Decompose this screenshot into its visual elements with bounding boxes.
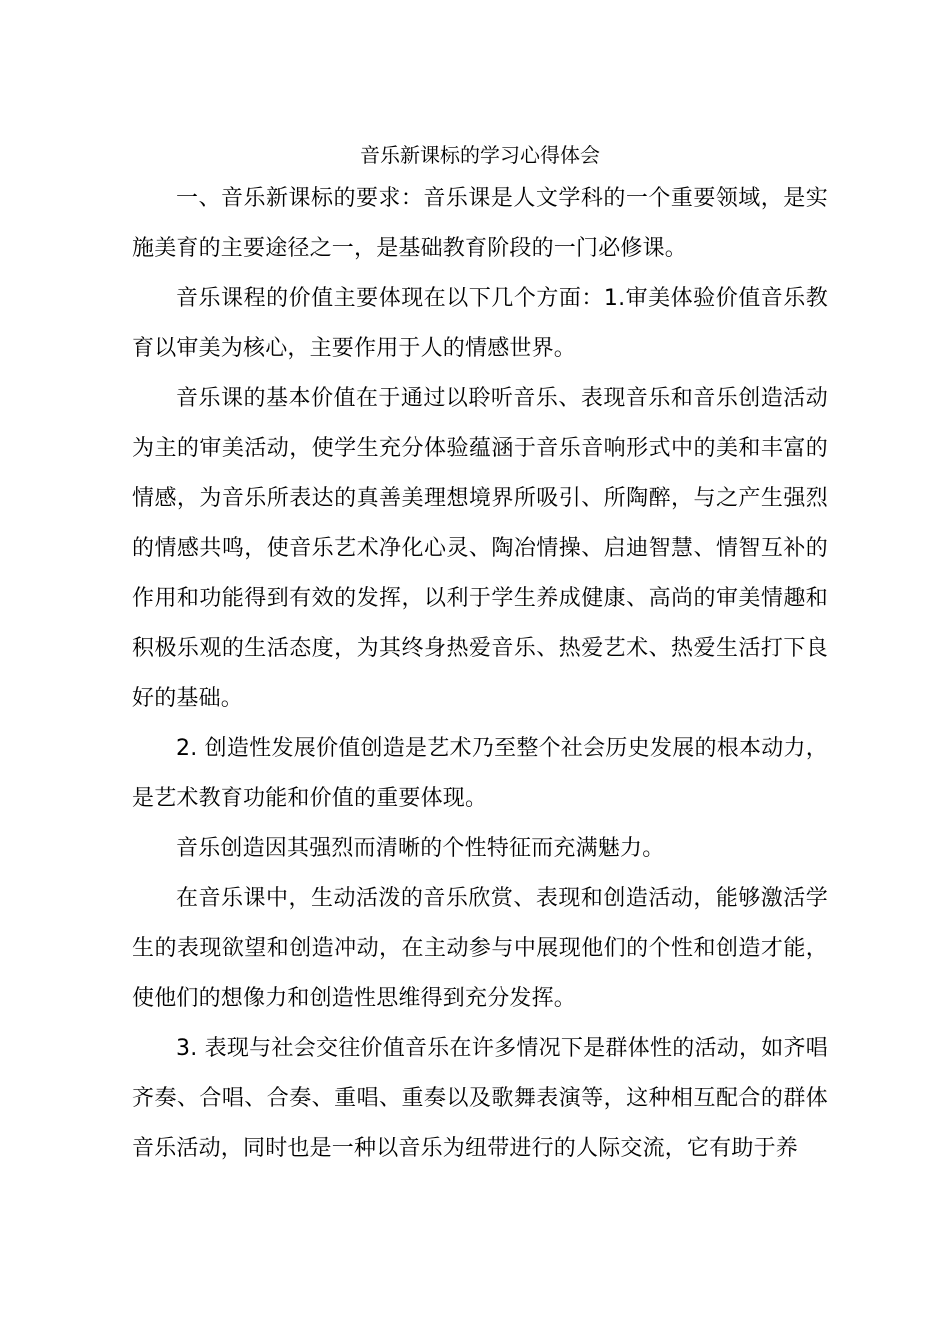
document-page: [132, 140, 828, 1174]
paragraph-5: 音乐创造因其强烈而清晰的个性特征而充满魅力。: [176, 836, 665, 861]
paragraph-4: 2. 创造性发展价值创造是艺术乃至整个社会历史发展的根本动力，是艺术教育功能和价值的重要体现。: [132, 736, 828, 811]
paragraph-7: 3. 表现与社会交往价值音乐在许多情况下是群体性的活动，如齐唱齐奏、合唱、合奏、重唱、重奏以及歌舞表演等，这种相互配合的群体音乐活动，同时也是一种以音乐为纽带进行的人际交流，它有助于养: [132, 1036, 828, 1161]
paragraph-1: 一、音乐新课标的要求：音乐课是人文学科的一个重要领域，是实施美育的主要途径之一，是基础教育阶段的一门必修课。: [132, 186, 828, 261]
paragraph-6: 在音乐课中，生动活泼的音乐欣赏、表现和创造活动，能够激活学生的表现欲望和创造冲动，在主动参与中展现他们的个性和创造才能，使他们的想像力和创造性思维得到充分发挥。: [132, 886, 828, 1011]
paragraph-3: 音乐课的基本价值在于通过以聆听音乐、表现音乐和音乐创造活动为主的审美活动，使学生充分体验蕴涵于音乐音响形式中的美和丰富的情感，为音乐所表达的真善美理想境界所吸引、所陶醉，与之产生强烈的情感共鸣，使音乐艺术净化心灵、陶冶情操、启迪智慧、情智互补的作用和功能得到有效的发挥，以利于学生养成健康、高尚的审美情趣和积极乐观的生活态度，为其终身热爱音乐、热爱艺术、热爱生活打下良好的基础。: [132, 386, 828, 711]
paragraph-2: 音乐课程的价值主要体现在以下几个方面：1.审美体验价值音乐教育以审美为核心，主要作用于人的情感世界。: [132, 286, 828, 361]
document-title: 音乐新课标的学习心得体会: [360, 143, 600, 167]
